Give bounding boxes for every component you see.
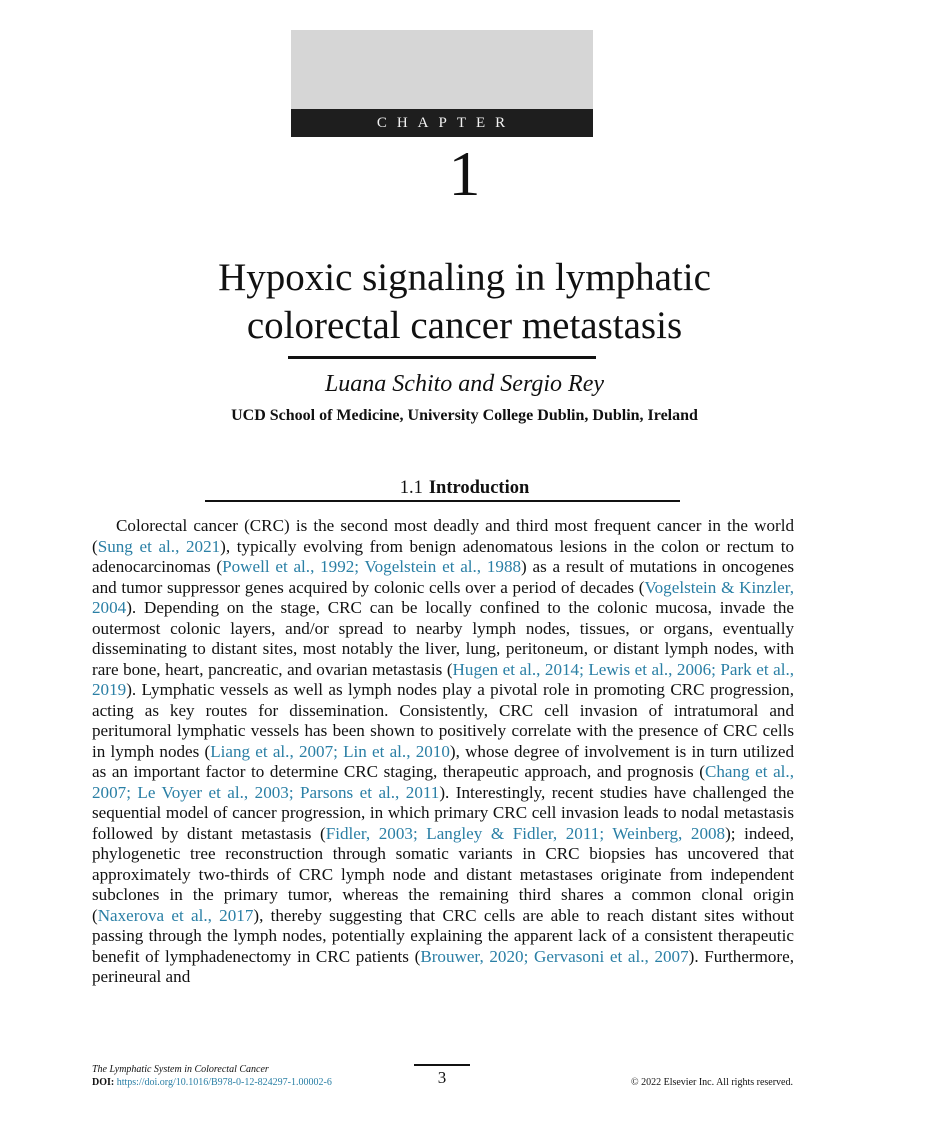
- citation-link[interactable]: Hugen et al., 2014; Lewis et al., 2006; Park et al., 2019: [92, 659, 794, 699]
- page-number-rule: [414, 1064, 470, 1066]
- body-text-2: ), typically evolving from benign adenomatous lesions in the colon or rectum to adenocarcinomas (: [92, 536, 794, 576]
- citation-link[interactable]: Fidler, 2003; Langley & Fidler, 2011; Weinberg, 2008: [325, 823, 726, 843]
- section-heading: [0, 475, 929, 501]
- section-title: Introduction: [428, 478, 530, 498]
- chapter-title-line-1: Hypoxic signaling in lymphatic: [218, 256, 711, 299]
- chapter-number: 1: [448, 138, 481, 209]
- doi-link[interactable]: https://doi.org/10.1016/B978-0-12-824297-1.00002-6: [116, 1077, 332, 1088]
- body-text-5: ). Lymphatic vessels as well as lymph nodes play a pivotal role in promoting CRC progression, acting as key routes for dissemination. Consistently, CRC cell invasion of intratumoral and peritumoral lymphatic vessels has been shown to positively correlate with the presence of CRC cells in lymph nodes (: [92, 680, 794, 761]
- copyright-notice: © 2022 Elsevier Inc. All rights reserved.: [630, 1077, 793, 1088]
- chapter-title: [0, 254, 929, 350]
- title-divider: [288, 356, 596, 359]
- chapter-label: CHAPTER: [291, 109, 593, 137]
- section-number: 1.1: [399, 478, 423, 498]
- chapter-title-line-2: colorectal cancer metastasis: [246, 304, 683, 347]
- citation-link[interactable]: Chang et al., 2007; Le Voyer et al., 2003; Parsons et al., 2011: [92, 762, 794, 802]
- section-divider: [205, 500, 680, 502]
- body-text-1: Colorectal cancer (CRC) is the second most deadly and third most frequent cancer in the world (: [92, 516, 794, 556]
- doi-label: DOI:: [92, 1077, 115, 1088]
- body-text-10: ). Furthermore, perineural and: [92, 946, 794, 986]
- body-text-6: ), whose degree of involvement is in turn utilized as an important factor to determine CRC staging, therapeutic approach, and prognosis (: [92, 741, 794, 781]
- affiliation: UCD School of Medicine, University College Dublin, Dublin, Ireland: [231, 407, 698, 424]
- citation-link[interactable]: Brouwer, 2020; Gervasoni et al., 2007: [420, 946, 689, 966]
- authors: Luana Schito and Sergio Rey: [324, 371, 605, 397]
- chapter-header-box: [291, 30, 593, 137]
- body-paragraph: [92, 516, 794, 988]
- citation-link[interactable]: Sung et al., 2021: [97, 536, 221, 556]
- body-text-8: ); indeed, phylogenetic tree reconstruction through somatic variants in CRC biopsies has uncovered that approximately two-thirds of CRC lymph node and distant metastases originate from independent subclones in the primary tumor, whereas the remaining third shares a common clonal origin (: [92, 823, 794, 925]
- page-number: 3: [437, 1068, 447, 1087]
- body-text-7: ). Interestingly, recent studies have challenged the sequential model of cancer progression, in which primary CRC cell invasion leads to nodal metastasis followed by distant metastasis (: [92, 782, 794, 843]
- footer-book-title: The Lymphatic System in Colorectal Cancer: [92, 1064, 269, 1075]
- citation-link[interactable]: Vogelstein & Kinzler, 2004: [92, 577, 794, 617]
- body-text-9: ), thereby suggesting that CRC cells are able to reach distant sites without passing through the lymph nodes, potentially explaining the apparent lack of a consistent therapeutic benefit of lymphadenectomy in CRC patients (: [92, 905, 794, 966]
- footer-doi: [92, 1076, 332, 1089]
- body-text-4: ). Depending on the stage, CRC can be locally confined to the colonic mucosa, invade the outermost colonic layers, and/or spread to nearby lymph nodes, tissues, or organs, eventually disseminating to distant sites, most notably the liver, lung, peritoneum, or distant lymph nodes, with rare bone, heart, pancreatic, and ovarian metastasis (: [92, 598, 794, 679]
- body-text-3: ) as a result of mutations in oncogenes and tumor suppressor genes acquired by colonic cells over a period of decades (: [92, 557, 794, 597]
- citation-link[interactable]: Naxerova et al., 2017: [97, 905, 254, 925]
- citation-link[interactable]: Powell et al., 1992; Vogelstein et al., 1988: [222, 557, 522, 576]
- citation-link[interactable]: Liang et al., 2007; Lin et al., 2010: [210, 741, 450, 761]
